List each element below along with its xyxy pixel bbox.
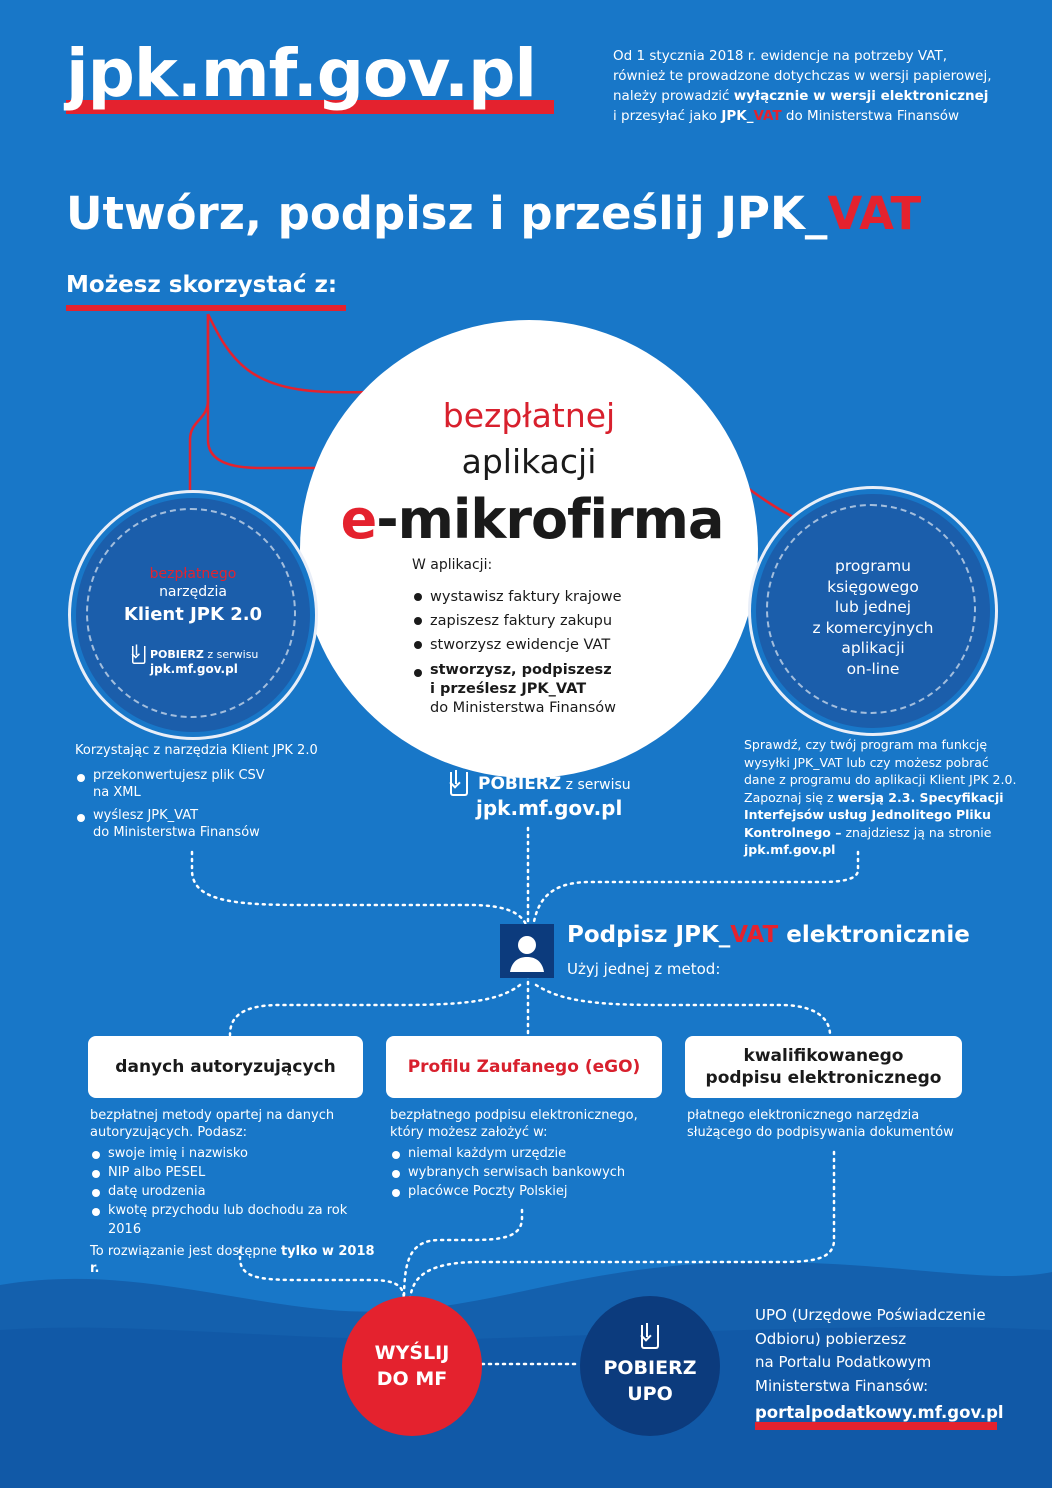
app-download-label[interactable]: POBIERZ z serwisu <box>478 774 631 794</box>
program-seal <box>756 494 990 728</box>
method-autoryzujace-button[interactable]: danych autoryzujących <box>88 1036 363 1098</box>
list-item: datę urodzenia <box>90 1182 380 1201</box>
list-item: stworzysz ewidencje VAT <box>412 633 742 657</box>
app-line2: aplikacji <box>461 442 597 481</box>
app-list-title: W aplikacji: <box>412 557 493 573</box>
portal-link-underline <box>755 1422 997 1430</box>
portal-link[interactable]: portalpodatkowy.mf.gov.pl <box>755 1403 1004 1422</box>
klient-line2: narzędzia <box>159 584 227 600</box>
list-item: zapiszesz faktury zakupu <box>412 609 742 633</box>
program-desc: Sprawdź, czy twój program ma funkcję wysyłki JPK_VAT lub czy możesz pobrać dane z programu do aplikacji Klient JPK 2.0. Zapoznaj się z wersją 2.3. Specyfikacji Interfejsów usług Jednolitego Pliku Kontrolnego – znajdziesz ją na stronie jpk.mf.gov.pl <box>744 737 1017 857</box>
klient-download-label[interactable]: POBIERZ z serwisu <box>150 648 259 661</box>
list-item: kwotę przychodu lub dochodu za rok 2016 <box>90 1201 380 1239</box>
page-headline: Utwórz, podpisz i prześlij JPK_VAT <box>66 187 922 240</box>
upo-desc: UPO (Urzędowe Poświadczenie Odbioru) pobierzesz na Portalu Podatkowym Ministerstwa Finansów: <box>755 1306 986 1395</box>
klient-jpk-seal <box>76 498 310 732</box>
send-to-mf-button[interactable]: WYŚLIJ DO MF <box>342 1296 482 1436</box>
app-download-link[interactable]: jpk.mf.gov.pl <box>476 796 623 820</box>
list-item: wyślesz JPK_VAT do Ministerstwa Finansów <box>75 807 345 841</box>
list-item: placówce Poczty Polskiej <box>390 1182 660 1201</box>
klient-line1: bezpłatnego <box>149 566 237 582</box>
sign-subtitle: Użyj jednej z metod: <box>567 960 721 978</box>
method-profil-zaufany-button[interactable]: Profilu Zaufanego (eGO) <box>386 1036 662 1098</box>
download-icon[interactable] <box>132 646 146 664</box>
method-autoryzujace-desc: bezpłatnej metody opartej na danych autoryzujących. Podasz: swoje imię i nazwisko NIP albo PESEL datę urodzenia kwotę przychodu lub dochodu za rok 2016 To rozwiązanie jest dostępne tylko w 2018 r. <box>90 1107 380 1277</box>
klient-download-link[interactable]: jpk.mf.gov.pl <box>150 662 238 676</box>
method-profil-desc: bezpłatnego podpisu elektronicznego, który możesz założyć w: niemal każdym urzędzie wybranych serwisach bankowych placówce Poczty Polskiej <box>390 1107 660 1201</box>
app-line1: bezpłatnej <box>442 396 616 435</box>
program-text: programu księgowego lub jednej z komercyjnych aplikacji on-line <box>812 557 934 678</box>
klient-line3: Klient JPK 2.0 <box>123 604 263 625</box>
list-item: stworzysz, podpiszesz i prześlesz JPK_VAT do Ministerstwa Finansów <box>412 661 742 718</box>
method-kwalifikowany-desc: płatnego elektronicznego narzędzia służącego do podpisywania dokumentów <box>687 1108 954 1140</box>
download-icon[interactable] <box>450 772 468 796</box>
list-item: niemal każdym urzędzie <box>390 1144 660 1163</box>
site-title[interactable]: jpk.mf.gov.pl <box>66 35 536 112</box>
klient-desc: Korzystając z narzędzia Klient JPK 2.0 przekonwertujesz plik CSV na XML wyślesz JPK_VAT do Ministerstwa Finansów <box>75 742 345 841</box>
app-name: e-mikrofirma <box>340 488 724 551</box>
app-features-list <box>412 585 742 718</box>
user-icon <box>500 924 554 978</box>
e-mikrofirma-circle <box>300 320 758 778</box>
sign-title: Podpisz JPK_VAT elektronicznie <box>567 922 970 948</box>
intro-text: Od 1 stycznia 2018 r. ewidencje na potrzeby VAT, również te prowadzone dotychczas w wersji papierowej, należy prowadzić wyłącznie w wersji elektronicznej i przesyłać jako JPK_VAT do Ministerstwa Finansów <box>613 48 992 124</box>
list-item: wybranych serwisach bankowych <box>390 1163 660 1182</box>
download-upo-button[interactable]: POBIERZ UPO <box>580 1296 720 1436</box>
list-item: NIP albo PESEL <box>90 1163 380 1182</box>
download-icon <box>641 1325 659 1349</box>
subheading-underline <box>66 305 346 311</box>
list-item: swoje imię i nazwisko <box>90 1144 380 1163</box>
list-item: przekonwertujesz plik CSV na XML <box>75 767 345 801</box>
method-kwalifikowany-button[interactable]: kwalifikowanego podpisu elektronicznego <box>685 1036 962 1098</box>
list-item: wystawisz faktury krajowe <box>412 585 742 609</box>
subheading: Możesz skorzystać z: <box>66 272 338 298</box>
